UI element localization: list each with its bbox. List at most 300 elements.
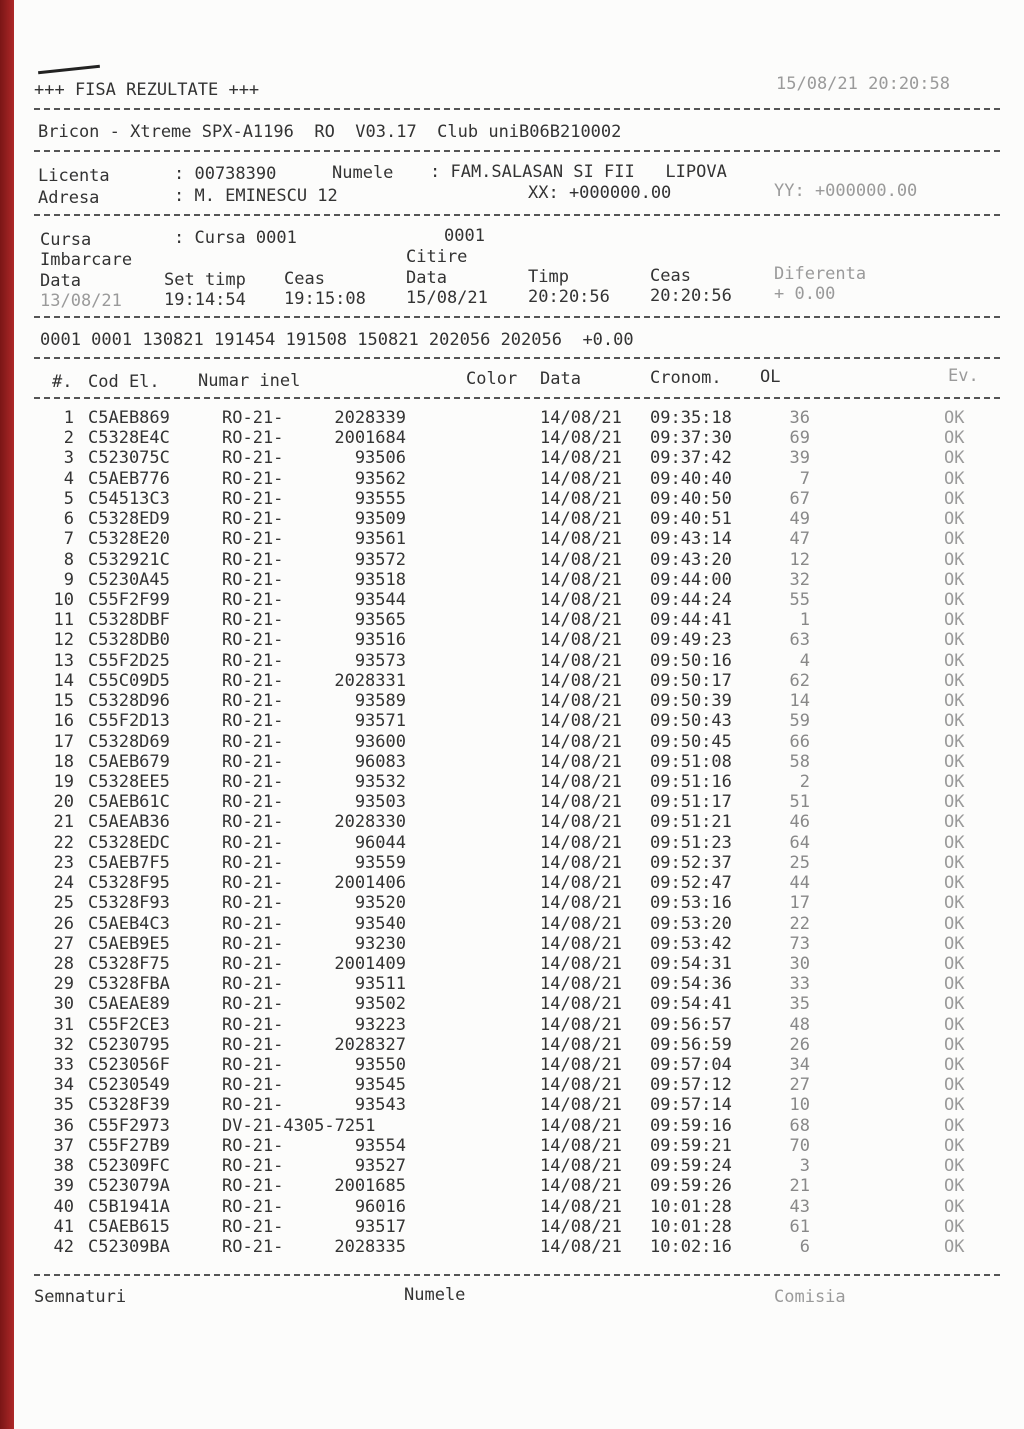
arrival-date: 14/08/21: [540, 670, 622, 691]
ol-value: 61: [789, 1216, 810, 1237]
pen-mark: [38, 65, 100, 74]
cod-electronic: C55F2F99: [88, 589, 170, 610]
citire-label: Citire: [406, 247, 468, 267]
arrival-time: 10:02:16: [650, 1237, 732, 1258]
ring-prefix: RO-21-: [222, 994, 284, 1015]
h-citire-ceas: Ceas: [650, 266, 691, 286]
ring-number: 93540: [354, 913, 406, 934]
col-header-cronom: Cronom.: [650, 368, 722, 388]
footer-comisia: Comisia: [774, 1287, 846, 1307]
ring-prefix: RO-21-: [222, 893, 284, 914]
row-number: 22: [53, 832, 74, 853]
ring-number: 93589: [354, 691, 406, 712]
ring-prefix: RO-21-: [222, 488, 284, 509]
arrival-date: 14/08/21: [540, 792, 622, 813]
cod-electronic: C5AEB615: [88, 1216, 170, 1237]
ev-status: OK: [944, 589, 965, 610]
v-citire-data: 15/08/21: [406, 288, 488, 308]
adresa-value: : M. EMINESCU 12: [174, 186, 338, 206]
row-number: 13: [53, 650, 74, 671]
arrival-date: 14/08/21: [540, 589, 622, 610]
ring-number: 96083: [354, 751, 406, 772]
ol-value: 32: [789, 569, 810, 590]
ring-number: 93572: [354, 549, 406, 570]
h-data: Data: [40, 271, 81, 291]
results-sheet: [14, 0, 1024, 1429]
divider: [34, 357, 1000, 359]
ol-value: 10: [789, 1095, 810, 1116]
arrival-time: 09:59:16: [650, 1115, 732, 1136]
arrival-date: 14/08/21: [540, 468, 622, 489]
arrival-date: 14/08/21: [540, 569, 622, 590]
v-timp: 20:20:56: [528, 287, 610, 307]
adresa-label: Adresa: [38, 188, 100, 208]
v-data: 13/08/21: [40, 291, 122, 311]
col-header-inel: Numar inel: [198, 371, 301, 391]
ev-status: OK: [944, 1135, 965, 1156]
ol-value: 6: [799, 1237, 810, 1258]
ring-prefix: RO-21-: [222, 650, 284, 671]
ring-number: 93561: [354, 529, 406, 550]
arrival-date: 14/08/21: [540, 1115, 622, 1136]
arrival-date: 14/08/21: [540, 408, 622, 428]
arrival-time: 09:57:14: [650, 1095, 732, 1116]
ev-status: OK: [944, 468, 965, 489]
ev-status: OK: [944, 812, 965, 833]
cod-electronic: C5328DB0: [88, 630, 170, 651]
divider: [34, 214, 1000, 216]
ring-number: 93509: [354, 509, 406, 530]
ring-number: 2028335: [334, 1237, 406, 1258]
arrival-time: 09:51:21: [650, 812, 732, 833]
arrival-date: 14/08/21: [540, 832, 622, 853]
arrival-date: 14/08/21: [540, 691, 622, 712]
divider: [34, 397, 1000, 399]
cod-electronic: C5AEB679: [88, 751, 170, 772]
arrival-date: 14/08/21: [540, 448, 622, 469]
ring-prefix: RO-21-: [222, 832, 284, 853]
ol-value: 25: [789, 852, 810, 873]
arrival-time: 09:52:37: [650, 852, 732, 873]
arrival-time: 09:53:16: [650, 893, 732, 914]
ring-prefix: RO-21-: [222, 933, 284, 954]
ring-number: 93520: [354, 893, 406, 914]
ring-number: 93562: [354, 468, 406, 489]
ring-prefix: RO-21-: [222, 408, 284, 428]
sheet-title: +++ FISA REZULTATE +++: [34, 80, 260, 100]
ol-value: 63: [789, 630, 810, 651]
arrival-time: 09:57:04: [650, 1055, 732, 1076]
cod-electronic: C5AEB61C: [88, 792, 170, 813]
ev-status: OK: [944, 509, 965, 530]
ev-status: OK: [944, 893, 965, 914]
arrival-date: 14/08/21: [540, 1216, 622, 1237]
h-timp: Timp: [528, 267, 569, 287]
arrival-date: 14/08/21: [540, 509, 622, 530]
ring-number: 93223: [354, 1014, 406, 1035]
arrival-date: 14/08/21: [540, 751, 622, 772]
ring-prefix: RO-21-: [222, 1095, 284, 1116]
col-header-color: Color: [466, 369, 518, 389]
ring-number: 93600: [354, 731, 406, 752]
ol-value: 73: [789, 933, 810, 954]
arrival-date: 14/08/21: [540, 1176, 622, 1197]
ring-number: 2028331: [334, 670, 406, 691]
cod-electronic: C55F27B9: [88, 1135, 170, 1156]
ol-value: 67: [789, 488, 810, 509]
ring-prefix: RO-21-: [222, 751, 284, 772]
cod-electronic: C5328DBF: [88, 610, 170, 631]
arrival-date: 14/08/21: [540, 1034, 622, 1055]
arrival-time: 09:53:42: [650, 933, 732, 954]
arrival-time: 09:50:16: [650, 650, 732, 671]
cod-electronic: C52309BA: [88, 1237, 170, 1258]
arrival-date: 14/08/21: [540, 650, 622, 671]
ev-status: OK: [944, 408, 965, 428]
cod-electronic: C5AEB4C3: [88, 913, 170, 934]
arrival-date: 14/08/21: [540, 1055, 622, 1076]
h-set-timp: Set timp: [164, 270, 246, 290]
row-number: 3: [63, 448, 74, 469]
ol-value: 3: [799, 1156, 810, 1177]
cod-electronic: C5B1941A: [88, 1196, 170, 1217]
ev-status: OK: [944, 1176, 965, 1197]
arrival-date: 14/08/21: [540, 913, 622, 934]
licenta-label: Licenta: [38, 166, 110, 186]
ring-prefix: RO-21-: [222, 974, 284, 995]
row-number: 4: [63, 468, 74, 489]
arrival-date: 14/08/21: [540, 1075, 622, 1096]
ring-number: 93543: [354, 1095, 406, 1116]
ev-status: OK: [944, 691, 965, 712]
ev-status: OK: [944, 1115, 965, 1136]
ring-prefix: RO-21-: [222, 812, 284, 833]
ring-prefix: RO-21-: [222, 529, 284, 550]
arrival-date: 14/08/21: [540, 610, 622, 631]
ev-status: OK: [944, 711, 965, 732]
ring-prefix: RO-21-: [222, 1216, 284, 1237]
ring-number: 2028330: [334, 812, 406, 833]
cod-electronic: C5328FBA: [88, 974, 170, 995]
ol-value: 62: [789, 670, 810, 691]
ol-value: 39: [789, 448, 810, 469]
arrival-time: 09:51:16: [650, 771, 732, 792]
row-number: 33: [53, 1055, 74, 1076]
ring-prefix: RO-21-: [222, 691, 284, 712]
ring-number: 93532: [354, 771, 406, 792]
v-citire-ceas: 20:20:56: [650, 286, 732, 306]
row-number: 12: [53, 630, 74, 651]
row-number: 16: [53, 711, 74, 732]
ol-value: 44: [789, 873, 810, 894]
arrival-date: 14/08/21: [540, 1014, 622, 1035]
arrival-time: 09:51:17: [650, 792, 732, 813]
cursa-number: 0001: [444, 226, 485, 246]
row-number: 26: [53, 913, 74, 934]
arrival-date: 14/08/21: [540, 994, 622, 1015]
ol-value: 68: [789, 1115, 810, 1136]
ring-prefix: RO-21-: [222, 509, 284, 530]
cod-electronic: C5230A45: [88, 569, 170, 590]
ol-value: 49: [789, 509, 810, 530]
arrival-date: 14/08/21: [540, 1237, 622, 1258]
ring-number: 2001409: [334, 953, 406, 974]
arrival-date: 14/08/21: [540, 873, 622, 894]
row-number: 18: [53, 751, 74, 772]
cod-electronic: C5AEB776: [88, 468, 170, 489]
yy-coordinate: YY: +000000.00: [774, 181, 918, 201]
arrival-date: 14/08/21: [540, 974, 622, 995]
h-diferenta: Diferenta: [774, 264, 867, 284]
row-number: 15: [53, 691, 74, 712]
cod-electronic: C523079A: [88, 1176, 170, 1197]
ev-status: OK: [944, 549, 965, 570]
arrival-date: 14/08/21: [540, 630, 622, 651]
ol-value: 47: [789, 529, 810, 550]
divider: [34, 316, 1000, 318]
arrival-time: 09:54:31: [650, 953, 732, 974]
ring-number: 93230: [354, 933, 406, 954]
divider: [34, 150, 1000, 152]
ring-prefix: RO-21-: [222, 589, 284, 610]
col-header-number: #.: [52, 372, 73, 392]
imbarcare-label: Imbarcare: [40, 250, 133, 270]
ring-prefix: RO-21-: [222, 1055, 284, 1076]
arrival-time: 09:56:57: [650, 1014, 732, 1035]
cursa-value: : Cursa 0001: [174, 228, 297, 248]
ol-value: 64: [789, 832, 810, 853]
ol-value: 59: [789, 711, 810, 732]
ring-prefix: RO-21-: [222, 792, 284, 813]
ev-status: OK: [944, 488, 965, 509]
cod-electronic: C55C09D5: [88, 670, 170, 691]
ring-number: 93565: [354, 610, 406, 631]
arrival-date: 14/08/21: [540, 852, 622, 873]
row-number: 41: [53, 1216, 74, 1237]
arrival-date: 14/08/21: [540, 953, 622, 974]
row-number: 42: [53, 1237, 74, 1258]
arrival-date: 14/08/21: [540, 893, 622, 914]
cod-electronic: C523056F: [88, 1055, 170, 1076]
arrival-date: 14/08/21: [540, 812, 622, 833]
arrival-time: 09:37:42: [650, 448, 732, 469]
row-number: 39: [53, 1176, 74, 1197]
arrival-time: 09:35:18: [650, 408, 732, 428]
arrival-time: 09:44:41: [650, 610, 732, 631]
arrival-time: 09:50:45: [650, 731, 732, 752]
ev-status: OK: [944, 650, 965, 671]
arrival-date: 14/08/21: [540, 1156, 622, 1177]
ring-prefix: RO-21-: [222, 852, 284, 873]
ev-status: OK: [944, 1034, 965, 1055]
ring-prefix: RO-21-: [222, 1135, 284, 1156]
cod-electronic: C55F2973: [88, 1115, 170, 1136]
arrival-date: 14/08/21: [540, 488, 622, 509]
ev-status: OK: [944, 933, 965, 954]
ring-number: 96044: [354, 832, 406, 853]
ol-value: 22: [789, 913, 810, 934]
ring-prefix: RO-21-: [222, 1237, 284, 1258]
ev-status: OK: [944, 953, 965, 974]
arrival-time: 09:43:20: [650, 549, 732, 570]
arrival-time: 09:40:40: [650, 468, 732, 489]
row-number: 23: [53, 852, 74, 873]
ring-number: 93573: [354, 650, 406, 671]
row-number: 29: [53, 974, 74, 995]
ring-number: 93511: [354, 974, 406, 995]
arrival-time: 09:37:30: [650, 428, 732, 449]
cod-electronic: C5328ED9: [88, 509, 170, 530]
row-number: 28: [53, 953, 74, 974]
row-number: 24: [53, 873, 74, 894]
row-number: 8: [63, 549, 74, 570]
ev-status: OK: [944, 994, 965, 1015]
arrival-time: 09:56:59: [650, 1034, 732, 1055]
ring-prefix: RO-21-: [222, 1156, 284, 1177]
ol-value: 30: [789, 953, 810, 974]
ev-status: OK: [944, 731, 965, 752]
cod-electronic: C5AEB7F5: [88, 852, 170, 873]
arrival-time: 09:50:39: [650, 691, 732, 712]
cod-electronic: C532921C: [88, 549, 170, 570]
ring-number: 93503: [354, 792, 406, 813]
race-summary: 0001 0001 130821 191454 191508 150821 202056 202056 +0.00: [40, 330, 634, 350]
ring-prefix: RO-21-: [222, 1014, 284, 1035]
arrival-time: 09:57:12: [650, 1075, 732, 1096]
arrival-date: 14/08/21: [540, 1095, 622, 1116]
ol-value: 2: [799, 771, 810, 792]
ring-number: 2001406: [334, 873, 406, 894]
arrival-date: 14/08/21: [540, 771, 622, 792]
arrival-date: 14/08/21: [540, 1196, 622, 1217]
row-number: 5: [63, 488, 74, 509]
ol-value: 51: [789, 792, 810, 813]
ring-prefix: RO-21-: [222, 1176, 284, 1197]
ring-prefix: RO-21-: [222, 468, 284, 489]
ev-status: OK: [944, 852, 965, 873]
arrival-time: 09:44:24: [650, 589, 732, 610]
ol-value: 4: [799, 650, 810, 671]
row-number: 1: [63, 408, 74, 428]
arrival-date: 14/08/21: [540, 1135, 622, 1156]
arrival-time: 09:52:47: [650, 873, 732, 894]
arrival-time: 10:01:28: [650, 1196, 732, 1217]
printed-timestamp: 15/08/21 20:20:58: [776, 74, 950, 94]
row-number: 6: [63, 509, 74, 530]
ol-value: 35: [789, 994, 810, 1015]
col-header-cod: Cod El.: [88, 372, 160, 392]
row-number: 7: [63, 529, 74, 550]
cod-electronic: C5328F75: [88, 953, 170, 974]
cod-electronic: C54513C3: [88, 488, 170, 509]
cod-electronic: C5AEAE89: [88, 994, 170, 1015]
ring-prefix: RO-21-: [222, 670, 284, 691]
cod-electronic: C5328F93: [88, 893, 170, 914]
ring-number: 93555: [354, 488, 406, 509]
footer-numele: Numele: [404, 1285, 466, 1305]
ev-status: OK: [944, 873, 965, 894]
row-number: 32: [53, 1034, 74, 1055]
xx-coordinate: XX: +000000.00: [528, 183, 672, 203]
arrival-date: 14/08/21: [540, 933, 622, 954]
ev-status: OK: [944, 1075, 965, 1096]
ev-status: OK: [944, 1055, 965, 1076]
ring-number: 93502: [354, 994, 406, 1015]
row-number: 25: [53, 893, 74, 914]
arrival-time: 09:51:08: [650, 751, 732, 772]
ev-status: OK: [944, 569, 965, 590]
ring-prefix: RO-21-: [222, 711, 284, 732]
row-number: 30: [53, 994, 74, 1015]
ol-value: 26: [789, 1034, 810, 1055]
arrival-time: 09:43:14: [650, 529, 732, 550]
row-number: 37: [53, 1135, 74, 1156]
arrival-date: 14/08/21: [540, 529, 622, 550]
ev-status: OK: [944, 448, 965, 469]
cod-electronic: C5328F95: [88, 873, 170, 894]
arrival-time: 09:49:23: [650, 630, 732, 651]
col-header-ol: OL: [760, 367, 781, 387]
arrival-time: 09:59:21: [650, 1135, 732, 1156]
footer-semnaturi: Semnaturi: [34, 1287, 127, 1307]
ring-number: 93544: [354, 589, 406, 610]
ol-value: 55: [789, 589, 810, 610]
cod-electronic: C5328F39: [88, 1095, 170, 1116]
ol-value: 17: [789, 893, 810, 914]
cod-electronic: C5328EDC: [88, 832, 170, 853]
row-number: 40: [53, 1196, 74, 1217]
ring-number: 93559: [354, 852, 406, 873]
arrival-date: 14/08/21: [540, 549, 622, 570]
row-number: 10: [53, 589, 74, 610]
ev-status: OK: [944, 974, 965, 995]
ring-prefix: RO-21-: [222, 953, 284, 974]
arrival-time: 10:01:28: [650, 1216, 732, 1237]
cursa-label: Cursa: [40, 230, 92, 250]
arrival-date: 14/08/21: [540, 711, 622, 732]
row-number: 36: [53, 1115, 74, 1136]
arrival-time: 09:40:51: [650, 509, 732, 530]
ring-prefix: RO-21-: [222, 428, 284, 449]
ev-status: OK: [944, 1237, 965, 1258]
arrival-time: 09:40:50: [650, 488, 732, 509]
ev-status: OK: [944, 670, 965, 691]
ring-number: 2028327: [334, 1034, 406, 1055]
ring-prefix: RO-21-: [222, 1034, 284, 1055]
cod-electronic: C5328E20: [88, 529, 170, 550]
ol-value: 36: [789, 408, 810, 428]
ol-value: 46: [789, 812, 810, 833]
row-number: 9: [63, 569, 74, 590]
ev-status: OK: [944, 1014, 965, 1035]
ring-prefix: RO-21-: [222, 771, 284, 792]
cod-electronic: C5328D96: [88, 691, 170, 712]
ring-number: 96016: [354, 1196, 406, 1217]
arrival-time: 09:59:26: [650, 1176, 732, 1197]
cod-electronic: C55F2D25: [88, 650, 170, 671]
ring-number: 93550: [354, 1055, 406, 1076]
cod-electronic: C523075C: [88, 448, 170, 469]
ol-value: 66: [789, 731, 810, 752]
ring-prefix: DV-21-4305-7251: [222, 1115, 376, 1136]
arrival-time: 09:53:20: [650, 913, 732, 934]
arrival-date: 14/08/21: [540, 428, 622, 449]
ev-status: OK: [944, 529, 965, 550]
cod-electronic: C5230795: [88, 1034, 170, 1055]
cod-electronic: C5AEAB36: [88, 812, 170, 833]
cod-electronic: C55F2CE3: [88, 1014, 170, 1035]
col-header-data: Data: [540, 369, 581, 389]
